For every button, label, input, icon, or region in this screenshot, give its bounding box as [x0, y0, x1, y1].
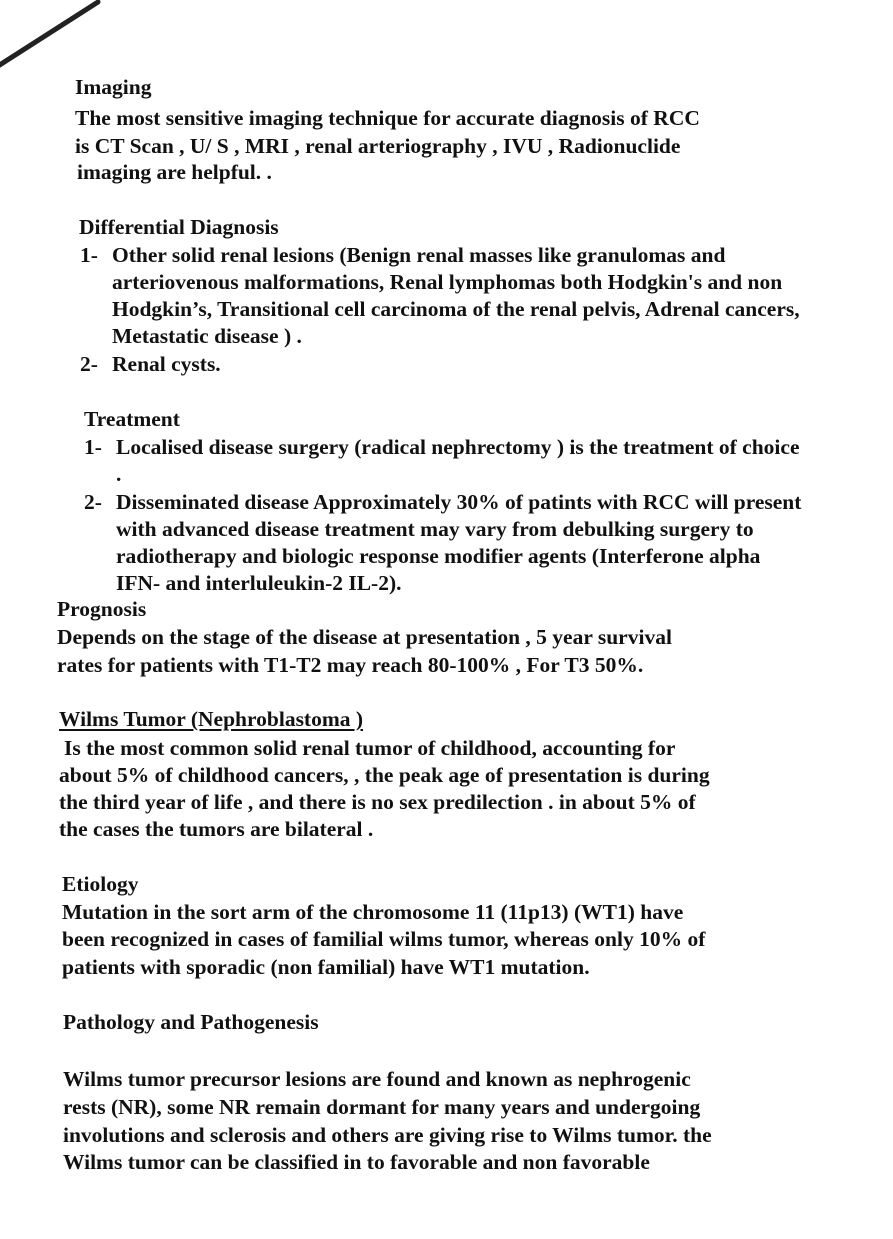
pathology-text-line: involutions and sclerosis and others are giving rise to Wilms tumor. the: [63, 1123, 712, 1147]
list-marker: 1-: [84, 435, 102, 459]
wilms-text-line: the cases the tumors are bilateral .: [59, 817, 374, 841]
pathology-heading: Pathology and Pathogenesis: [63, 1010, 319, 1034]
list-item-text: Other solid renal lesions (Benign renal masses like granulomas and arteriovenous malformations, Renal lymphomas both Hodgkin's and non Hodgkin’s, Transitional cell carcinoma of the renal pelvis, Adrenal cancers, Metastatic disease ) .: [112, 243, 800, 348]
list-item-text: Localised disease surgery (radical nephrectomy ) is the treatment of choice .: [116, 435, 800, 486]
pathology-text-line: rests (NR), some NR remain dormant for many years and undergoing: [63, 1095, 701, 1119]
pathology-text-line: Wilms tumor precursor lesions are found and known as nephrogenic: [63, 1067, 691, 1091]
prognosis-heading: Prognosis: [57, 597, 147, 621]
pathology-text-line: Wilms tumor can be classified in to favorable and non favorable: [63, 1150, 650, 1174]
prognosis-text-line: Depends on the stage of the disease at presentation , 5 year survival: [57, 625, 672, 649]
etiology-heading: Etiology: [62, 872, 139, 896]
wilms-tumor-heading: Wilms Tumor (Nephroblastoma ): [59, 707, 364, 731]
list-item-text: Disseminated disease Approximately 30% of patints with RCC will present with advanced disease treatment may vary from debulking surgery to radiotherapy and biologic response modifier agents (Interferone alpha IFN- and interluleukin-2 IL-2).: [116, 490, 802, 595]
etiology-text-line: patients with sporadic (non familial) have WT1 mutation.: [62, 955, 590, 979]
imaging-heading: Imaging: [75, 75, 152, 99]
wilms-text-line: Is the most common solid renal tumor of childhood, accounting for: [64, 736, 676, 760]
list-marker: 2-: [80, 352, 98, 376]
scan-artifact-line: [0, 0, 120, 80]
list-marker: 2-: [84, 490, 102, 514]
imaging-text-line: imaging are helpful. .: [77, 160, 272, 184]
list-item-text: Renal cysts.: [112, 352, 221, 376]
differential-diagnosis-heading: Differential Diagnosis: [79, 215, 279, 239]
etiology-text-line: Mutation in the sort arm of the chromosome 11 (11p13) (WT1) have: [62, 900, 684, 924]
etiology-text-line: been recognized in cases of familial wilms tumor, whereas only 10% of: [62, 927, 706, 951]
prognosis-text-line: rates for patients with T1-T2 may reach 80-100% , For T3 50%.: [57, 653, 644, 677]
list-marker: 1-: [80, 243, 98, 267]
wilms-text-line: about 5% of childhood cancers, , the peak age of presentation is during: [59, 763, 710, 787]
treatment-heading: Treatment: [84, 407, 180, 431]
wilms-text-line: the third year of life , and there is no sex predilection . in about 5% of: [59, 790, 696, 814]
imaging-text-line: The most sensitive imaging technique for accurate diagnosis of RCC: [75, 106, 700, 130]
imaging-text-line: is CT Scan , U/ S , MRI , renal arteriography , IVU , Radionuclide: [75, 134, 681, 158]
